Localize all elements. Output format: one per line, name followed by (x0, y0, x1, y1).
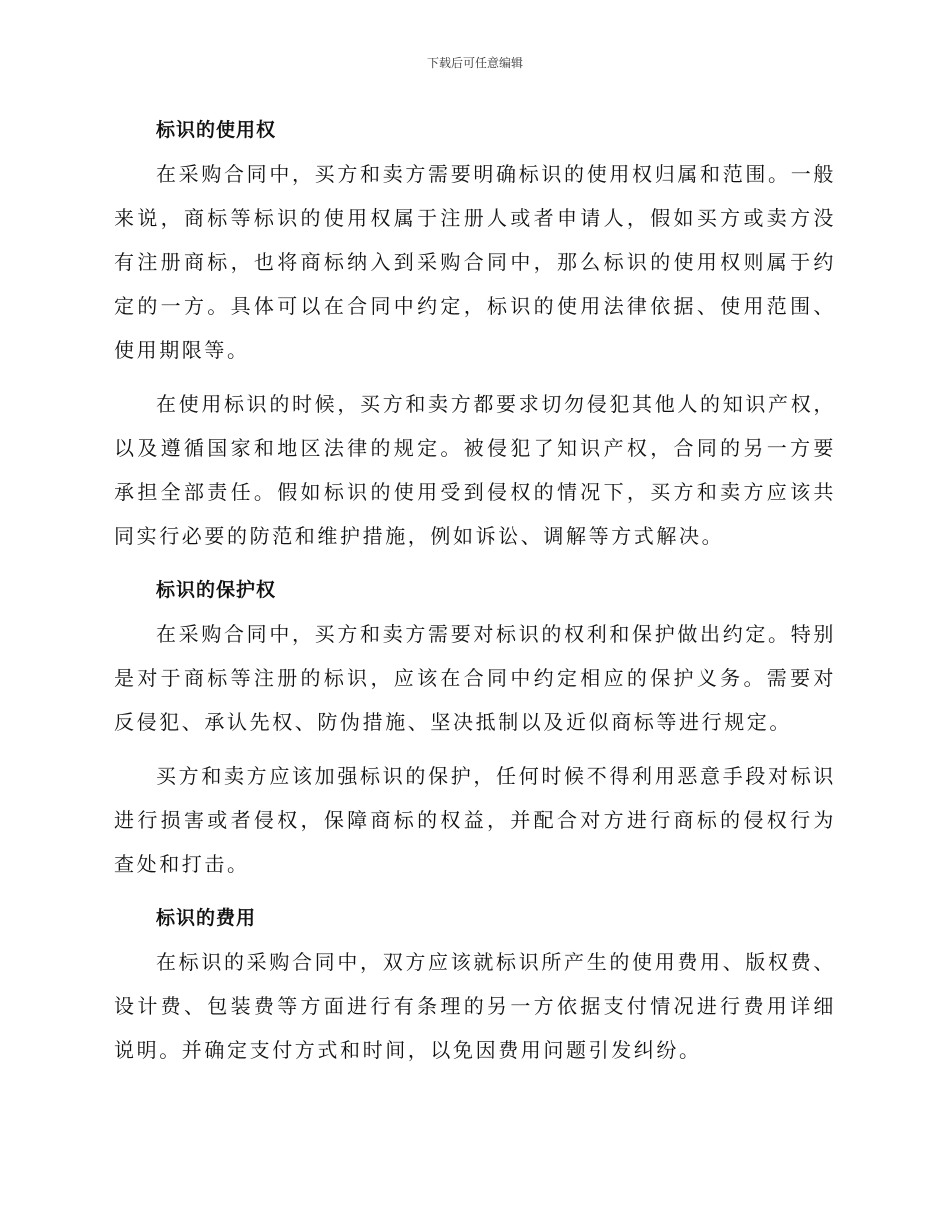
page-header-note: 下载后可任意编辑 (426, 56, 523, 70)
section-protection-rights (114, 568, 836, 886)
section-fees (114, 896, 836, 1072)
paragraph: 买方和卖方应该加强标识的保护，任何时候不得利用恶意手段对标识进行损害或者侵权，保障商标的权益，并配合对方进行商标的侵权行为查处和打击。 (114, 764, 836, 876)
section-title: 标识的费用 (156, 907, 257, 929)
document-body (114, 108, 836, 1082)
section-title: 标识的保护权 (156, 579, 277, 601)
section-title: 标识的使用权 (156, 119, 277, 141)
paragraph: 在采购合同中，买方和卖方需要对标识的权利和保护做出约定。特别是对于商标等注册的标识，应该在合同中约定相应的保护义务。需要对反侵犯、承认先权、防伪措施、坚决抵制以及近似商标等进行规定。 (114, 622, 836, 734)
section-usage-rights (114, 108, 836, 558)
paragraph: 在标识的采购合同中，双方应该就标识所产生的使用费用、版权费、设计费、包装费等方面进行有条理的另一方依据支付情况进行费用详细说明。并确定支付方式和时间，以免因费用问题引发纠纷。 (114, 950, 836, 1062)
paragraph: 在使用标识的时候，买方和卖方都要求切勿侵犯其他人的知识产权，以及遵循国家和地区法律的规定。被侵犯了知识产权，合同的另一方要承担全部责任。假如标识的使用受到侵权的情况下，买方和卖方应该共同实行必要的防范和维护措施，例如诉讼、调解等方式解决。 (114, 392, 836, 548)
paragraph: 在采购合同中，买方和卖方需要明确标识的使用权归属和范围。一般来说，商标等标识的使用权属于注册人或者申请人，假如买方或卖方没有注册商标，也将商标纳入到采购合同中，那么标识的使用权则属于约定的一方。具体可以在合同中约定，标识的使用法律依据、使用范围、使用期限等。 (114, 162, 836, 362)
